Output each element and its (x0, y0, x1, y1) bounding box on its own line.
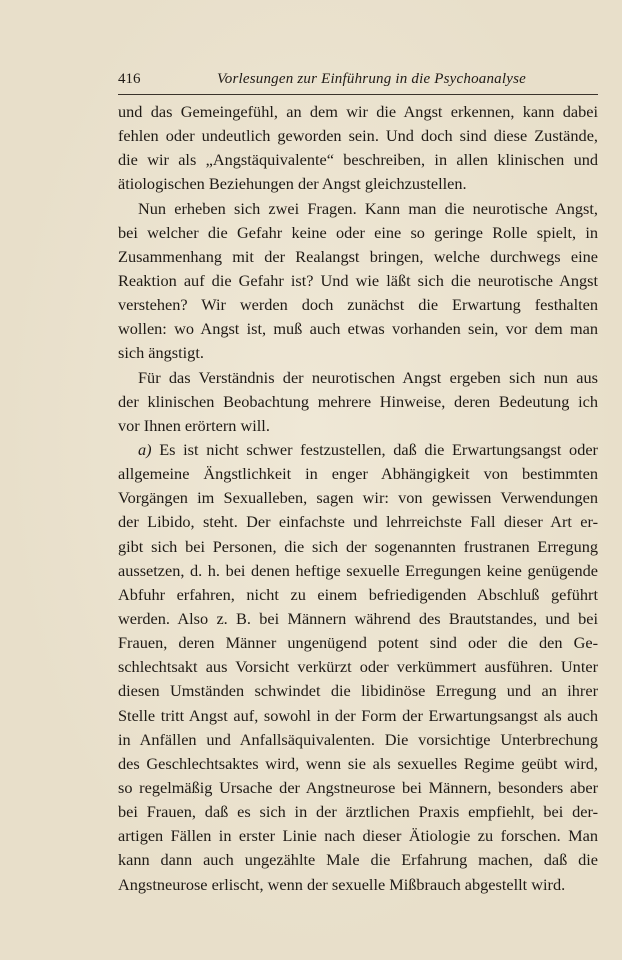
text-line: verstehen? Wir werden doch zunächst die Erwartung festhalten (118, 295, 598, 315)
list-marker: a) (138, 439, 152, 459)
text-line: werden. Also z. B. bei Männern während des Brautstandes, und bei (118, 608, 598, 628)
text-line: Für das Verständnis der neurotischen Angst ergeben sich nun aus (138, 367, 598, 387)
text-line-content: Es ist nicht schwer festzustellen, daß die Erwartungsangst oder (159, 439, 598, 459)
text-line: kann dann auch ungezählte Male die Erfahrung machen, daß die (118, 850, 598, 870)
text-line: sich ängstigt. (118, 343, 204, 363)
text-line: und das Gemeingefühl, an dem wir die Angst erkennen, kann dabei (118, 102, 598, 121)
page-header (118, 68, 598, 95)
text-line: der klinischen Beobachtung mehrere Hinweise, deren Bedeutung ich (118, 391, 598, 411)
text-line: Nun erheben sich zwei Fragen. Kann man die neurotische Angst, (138, 198, 598, 218)
text-line: Reaktion auf die Gefahr ist? Und wie läßt sich die neurotische Angst (118, 270, 598, 290)
text-line: ätiologischen Beziehungen der Angst gleichzustellen. (118, 174, 467, 194)
text-line: Zusammenhang mit der Realangst bringen, welche durchwegs eine (118, 246, 598, 266)
paragraph (118, 197, 598, 366)
text-line: Vorgängen im Sexualleben, sagen wir: von gewissen Verwendungen (118, 488, 598, 508)
text-line (118, 438, 598, 462)
page-number: 416 (118, 71, 141, 87)
paragraph (118, 438, 598, 897)
text-line: schlechtsakt aus Vorsicht verkürzt oder verkümmert ausführen. Unter (118, 657, 598, 677)
text-line: Frauen, deren Männer ungenügend potent sind oder die den Ge- (118, 633, 598, 653)
text-line: diesen Umständen schwindet die libidinöse Erregung und an ihrer (118, 681, 598, 701)
text-line: des Geschlechtsaktes wird, wenn sie als sexuelles Regime geübt wird, (118, 753, 598, 773)
text-line: gibt sich bei Personen, die sich der sogenannten frustranen Erregung (118, 536, 598, 556)
paragraph (118, 366, 598, 438)
text-line: bei Frauen, daß es sich in der ärztlichen Praxis empfiehlt, bei der- (118, 802, 598, 822)
paragraph (118, 100, 598, 197)
text-line: aussetzen, d. h. bei denen heftige sexuelle Erregungen keine genügende (118, 560, 598, 580)
text-line: in Anfällen und Anfallsäquivalenten. Die vorsichtige Unterbrechung (118, 729, 598, 749)
running-title: Vorlesungen zur Einführung in die Psychoanalyse (217, 71, 526, 87)
text-line: die wir als „Angstäquivalente“ beschreiben, in allen klinischen und (118, 150, 598, 170)
text-line: Abfuhr erfahren, nicht zu einem befriedigenden Abschluß geführt (118, 584, 598, 604)
text-line: wollen: wo Angst ist, muß auch etwas vorhanden sein, vor dem man (118, 319, 598, 339)
text-line: bei welcher die Gefahr keine oder eine so geringe Rolle spielt, in (118, 222, 598, 242)
text-line: allgemeine Ängstlichkeit in enger Abhängigkeit von bestimmten (118, 464, 598, 484)
text-line: Stelle tritt Angst auf, sowohl in der Form der Erwartungsangst als auch (118, 705, 598, 725)
text-line: Angstneurose erlischt, wenn der sexuelle Mißbrauch abgestellt wird. (118, 874, 566, 894)
text-line: fehlen oder undeutlich geworden sein. Und doch sind diese Zustände, (118, 126, 598, 146)
text-line: vor Ihnen erörtern will. (118, 415, 270, 435)
text-line: so regelmäßig Ursache der Angstneurose bei Männern, besonders aber (118, 777, 598, 797)
body-text (118, 100, 598, 897)
text-line: artigen Fällen in erster Linie nach dieser Ätiologie zu forschen. Man (118, 826, 598, 846)
text-line: der Libido, steht. Der einfachste und lehrreichste Fall dieser Art er- (118, 512, 598, 532)
